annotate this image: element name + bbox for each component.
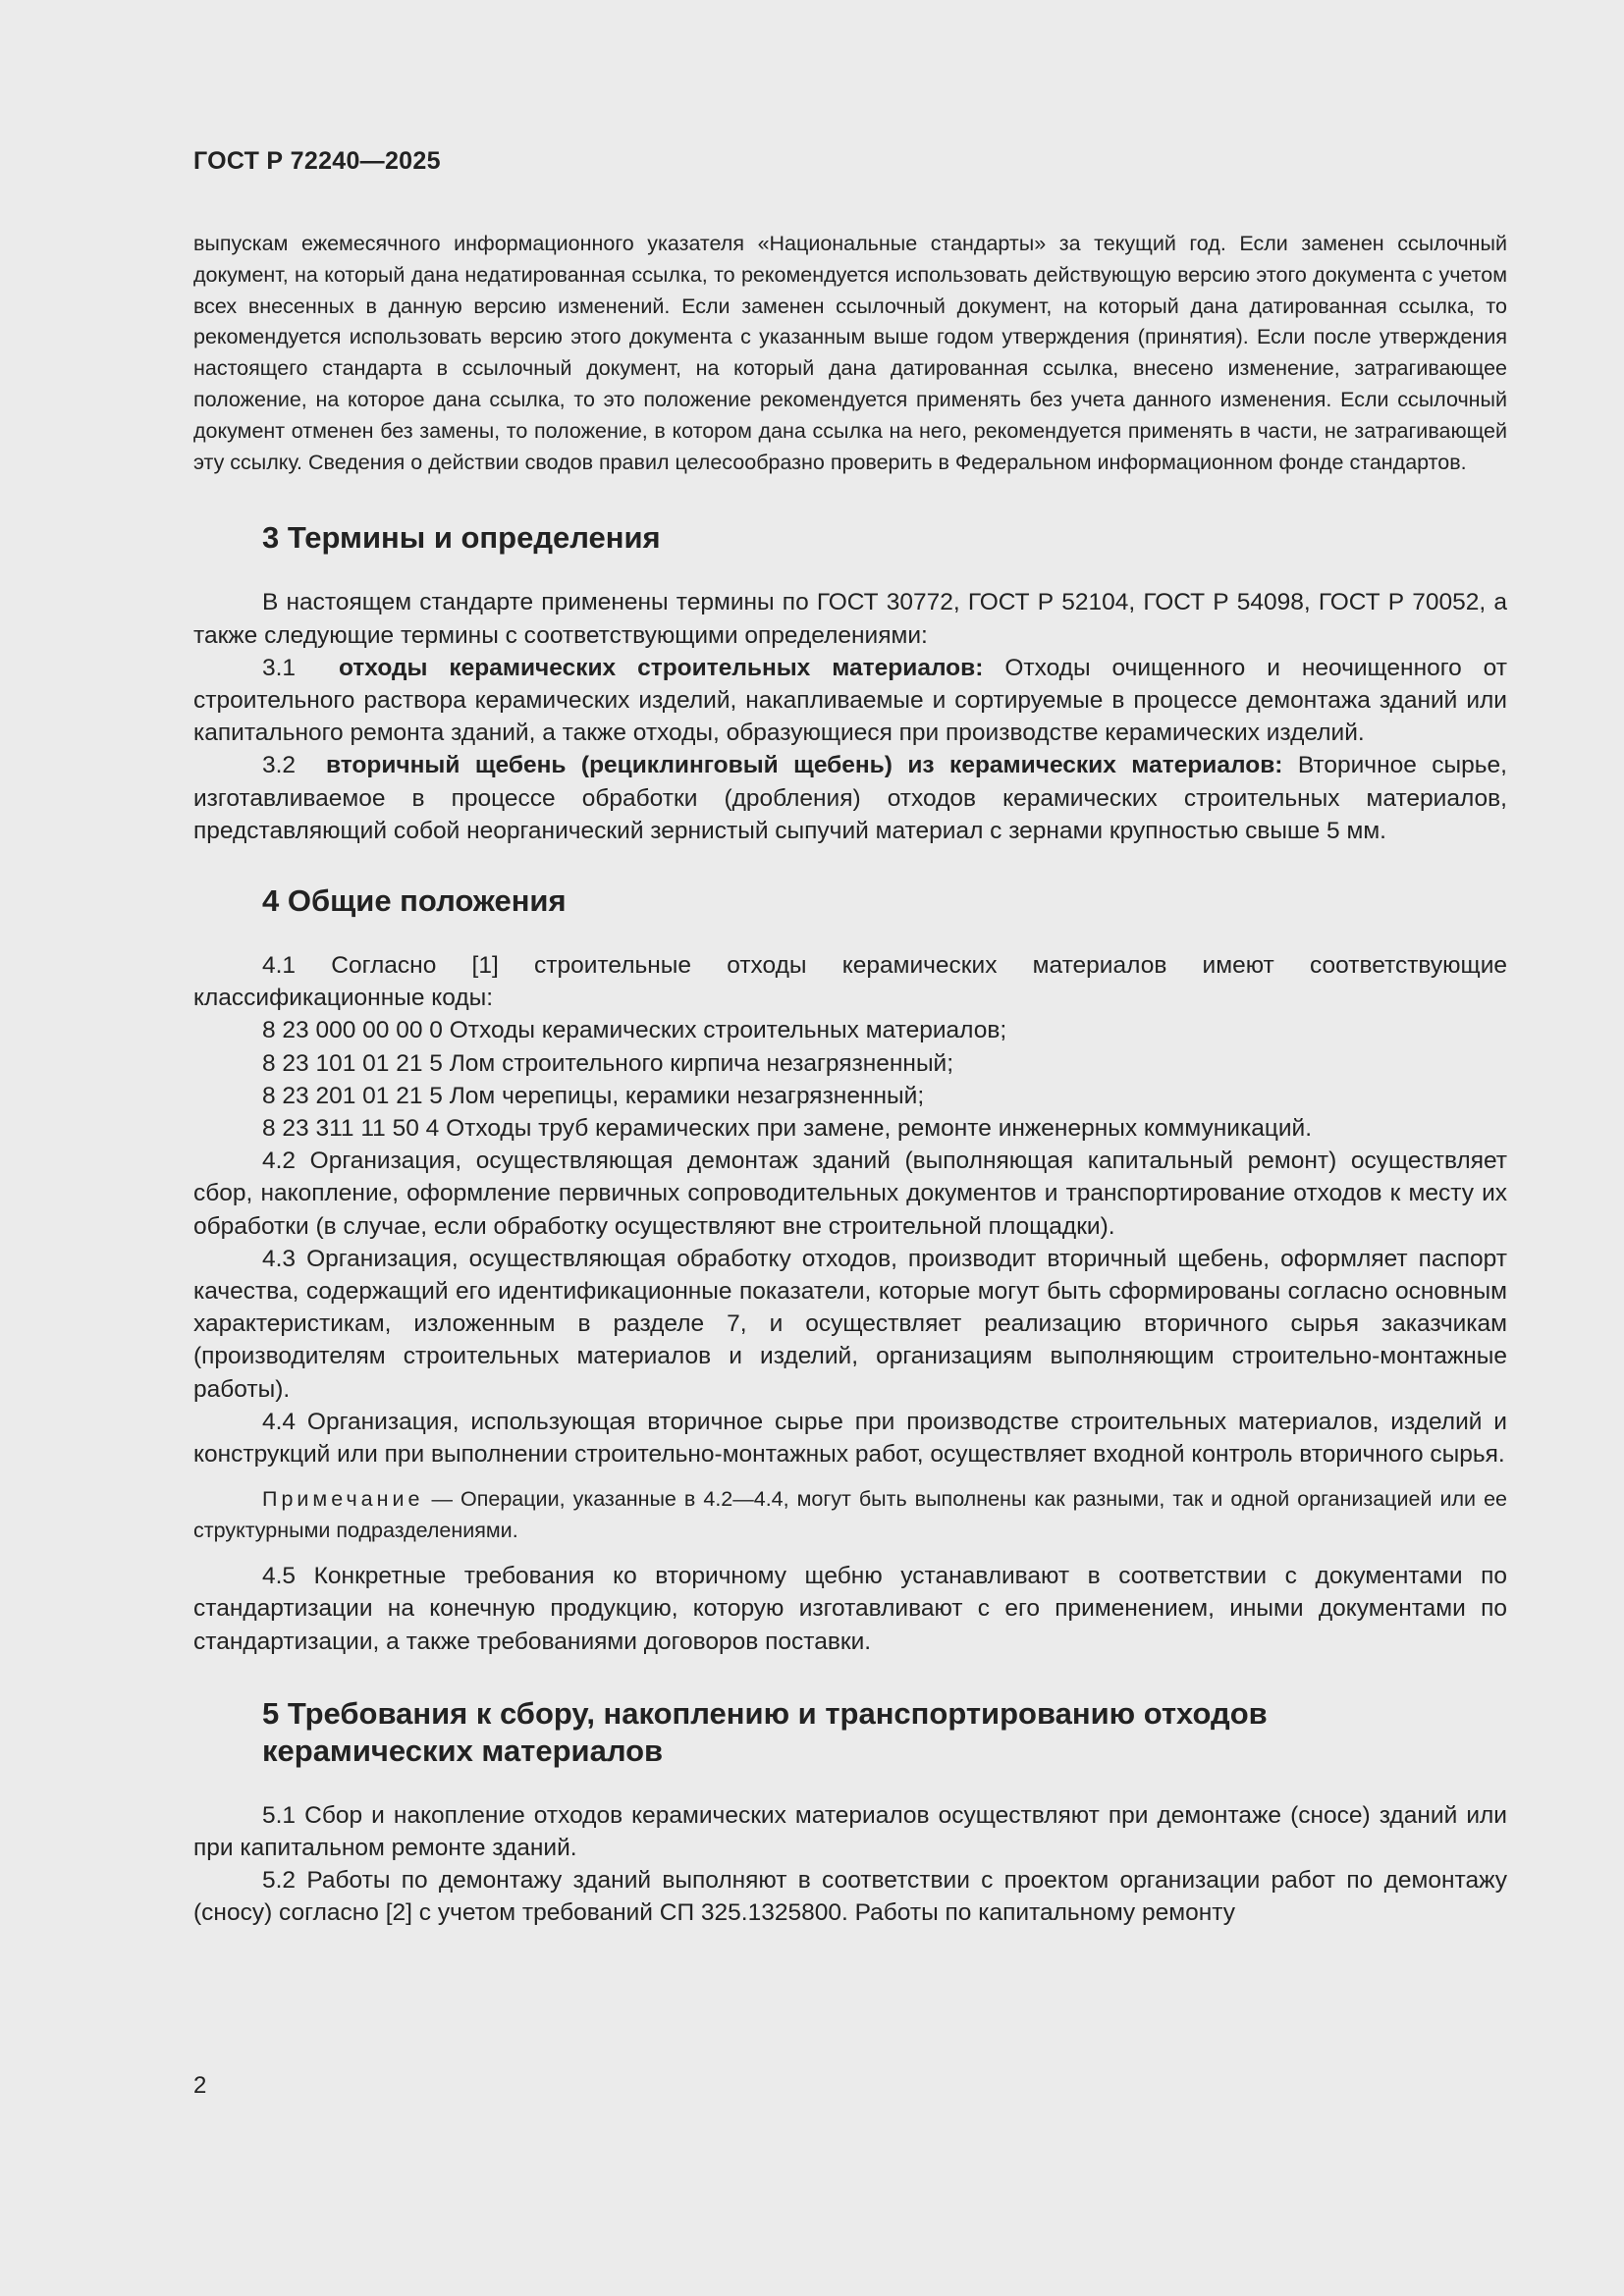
document-header: ГОСТ Р 72240—2025 [193, 147, 441, 175]
section-5-heading [193, 1695, 1507, 1770]
note-text: — Операции, указанные в 4.2—4.4, могут быть выполнены как разными, так и одной организацией или ее структурными подразделениями. [193, 1487, 1507, 1542]
section-5-heading-line-1: 5 Требования к сбору, накоплению и транспортированию отходов [262, 1695, 1268, 1731]
section-4-body [193, 949, 1507, 1470]
note-label: Примечание [262, 1487, 424, 1512]
term-3-1-definition: Отходы очищенного и неочищенного от строительного раствора керамических изделий, накапливаемые и сортируемые в процессе демонтажа зданий или капитального ремонта зданий, а также отходы, образующиеся при производстве керамических изделий. [193, 654, 1507, 747]
section-5-body [193, 1799, 1507, 1930]
paragraph-5-1: 5.1 Сбор и накопление отходов керамических материалов осуществляют при демонтаже (сносе) зданий или при капитальном ремонте зданий. [193, 1801, 1507, 1862]
section-4-heading: 4 Общие положения [262, 883, 567, 918]
code-item-3: 8 23 201 01 21 5 Лом черепицы, керамики незагрязненный; [262, 1082, 925, 1109]
section-3-body [193, 586, 1507, 847]
intro-paragraph-block [193, 229, 1507, 478]
paragraph-5-2: 5.2 Работы по демонтажу зданий выполняют в соответствии с проектом организации работ по демонтажу (сносу) согласно [2] с учетом требований СП 325.1325800. Работы по капитальному ремонту [193, 1867, 1507, 1927]
paragraph-4-2: 4.2 Организация, осуществляющая демонтаж зданий (выполняющая капитальный ремонт) осуществляет сбор, накопление, оформление первичных сопроводительных документов и транспортирование отходов к месту их обработки (в случае, если обработку осуществляют вне строительной площадки). [193, 1148, 1507, 1240]
paragraph-4-1: 4.1 Согласно [1] строительные отходы керамических материалов имеют соответствующие классификационные коды: [193, 952, 1507, 1012]
section-3-intro: В настоящем стандарте применены термины по ГОСТ 30772, ГОСТ Р 52104, ГОСТ Р 54098, ГОСТ Р 70052, а также следующие термины с соответствующими определениями: [193, 589, 1507, 649]
term-3-1-term: отходы керамических строительных материалов: [338, 654, 984, 681]
section-5-heading-line-2: керамических материалов [262, 1733, 664, 1768]
paragraph-4-5: 4.5 Конкретные требования ко вторичному щебню устанавливают в соответствии с документами по стандартизации на конечную продукцию, которую изготавливают с его применением, иными документами по стандартизации, а также требованиями договоров поставки. [193, 1563, 1507, 1655]
page-number: 2 [193, 2072, 207, 2099]
paragraph-4-4: 4.4 Организация, использующая вторичное сырье при производстве строительных материалов, изделий и конструкций или при выполнении строительно-монтажных работ, осуществляет входной контроль вторичного сырья. [193, 1408, 1507, 1468]
paragraph-4-3: 4.3 Организация, осуществляющая обработку отходов, производит вторичный щебень, оформляет паспорт качества, содержащий его идентификационные показатели, которые могут быть сформированы согласно основным характеристикам, изложенным в разделе 7, и осуществляет реализацию вторичного сырья заказчикам (производителям строительных материалов и изделий, организациям выполняющим строительно-монтажные работы). [193, 1245, 1507, 1403]
term-3-2-definition: Вторичное сырье, изготавливаемое в процессе обработки (дробления) отходов керамических строительных материалов, представляющий собой неорганический зернистый сыпучий материал с зернами крупностью свыше 5 мм. [193, 752, 1507, 844]
term-3-1 [193, 652, 1507, 750]
code-item-1: 8 23 000 00 00 0 Отходы керамических строительных материалов; [262, 1017, 1007, 1044]
intro-paragraph: выпускам ежемесячного информационного указателя «Национальные стандарты» за текущий год. Если заменен ссылочный документ, на который дана недатированная ссылка, то рекомендуется использовать действующую версию этого документа с учетом всех внесенных в данную версию изменений. Если заменен ссылочный документ, на который дана датированная ссылка, то рекомендуется использовать версию этого документа с указанным выше годом утверждения (принятия). Если после утверждения настоящего стандарта в ссылочный документ, на который дана датированная ссылка, внесено изменение, затрагивающее положение, на которое дана ссылка, то это положение рекомендуется применять без учета данного изменения. Если ссылочный документ отменен без замены, то положение, в котором дана ссылка на него, рекомендуется применять в части, не затрагивающей эту ссылку. Сведения о действии сводов правил целесообразно проверить в Федеральном информационном фонде стандартов. [193, 232, 1507, 474]
term-3-2-term: вторичный щебень (рециклинговый щебень) из керамических материалов: [326, 752, 1283, 779]
term-3-2-number: 3.2 [262, 752, 297, 779]
code-item-4: 8 23 311 11 50 4 Отходы труб керамических при замене, ремонте инженерных коммуникаций. [262, 1115, 1313, 1143]
term-3-2 [193, 749, 1507, 847]
term-3-1-number: 3.1 [262, 654, 297, 681]
document-page [193, 147, 1507, 1930]
section-3-heading: 3 Термины и определения [262, 520, 661, 556]
code-item-2: 8 23 101 01 21 5 Лом строительного кирпича незагрязненный; [262, 1049, 954, 1077]
section-4-5-body [193, 1560, 1507, 1658]
note-paragraph [193, 1484, 1507, 1546]
